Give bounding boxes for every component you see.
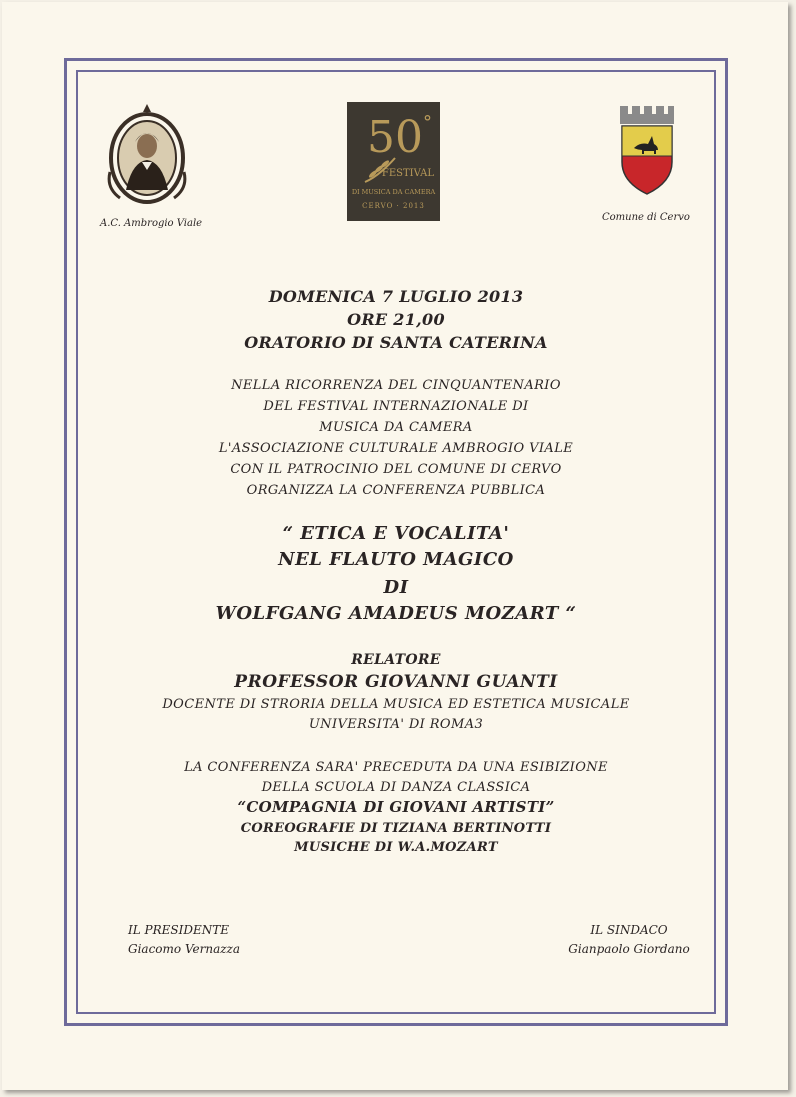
preceded-line: DELLA SCUOLA DI DANZA CLASSICA [261, 780, 531, 795]
conference-title-line: NEL FLAUTO MAGICO [278, 549, 514, 570]
preceded-line: LA CONFERENZA SARA' PRECEDUTA DA UNA ESIBIZIONE [184, 760, 608, 775]
mayor-signature [564, 921, 694, 959]
mayor-name: Gianpaolo Giordano [568, 942, 690, 956]
president-signature [128, 921, 240, 959]
festival-degree: ° [423, 112, 432, 133]
intro-line: NELLA RICORRENZA DEL CINQUANTENARIO [231, 378, 561, 393]
festival-line2: DI MUSICA DA CAMERA [351, 188, 436, 196]
speaker-role: DOCENTE DI STRORIA DELLA MUSICA ED ESTETICA MUSICALE [162, 697, 630, 712]
intro-line: DEL FESTIVAL INTERNAZIONALE DI [263, 399, 529, 414]
intro-line: MUSICA DA CAMERA [319, 420, 473, 435]
president-title: IL PRESIDENTE [128, 923, 229, 937]
conference-title-line: DI [383, 577, 409, 598]
right-logo-caption: Comune di Cervo [602, 212, 690, 223]
president-name: Giacomo Vernazza [128, 942, 241, 956]
festival-line3: CERVO · 2013 [362, 202, 425, 210]
festival-number: 50° [367, 112, 432, 163]
left-logo-caption: A.C. Ambrogio Viale [100, 218, 203, 229]
intro-line: CON IL PATROCINIO DEL COMUNE DI CERVO [230, 462, 562, 477]
intro-line: L'ASSOCIAZIONE CULTURALE AMBROGIO VIALE [218, 441, 574, 456]
event-venue: ORATORIO DI SANTA CATERINA [244, 333, 548, 352]
music-line: MUSICHE DI W.A.MOZART [294, 840, 498, 855]
festival-line1: FESTIVAL [381, 168, 434, 179]
cervo-coat-of-arms-logo [616, 104, 678, 196]
conference-title-line: “ ETICA E VOCALITA' [282, 523, 510, 544]
conference-title-line: WOLFGANG AMADEUS MOZART “ [215, 603, 577, 624]
speaker-name: PROFESSOR GIOVANNI GUANTI [234, 672, 558, 692]
company-name: “COMPAGNIA DI GIOVANI ARTISTI” [237, 798, 555, 816]
speaker-label: RELATORE [351, 652, 441, 668]
choreography-line: COREOGRAFIE DI TIZIANA BERTINOTTI [240, 821, 552, 836]
event-date: DOMENICA 7 LUGLIO 2013 [268, 287, 524, 306]
event-time: ORE 21,00 [347, 310, 445, 329]
speaker-university: UNIVERSITA' DI ROMA3 [308, 717, 484, 732]
mayor-title: IL SINDACO [590, 923, 668, 937]
portrait-medallion-logo [104, 102, 190, 206]
festival-50-logo [347, 102, 440, 221]
intro-line: ORGANIZZA LA CONFERENZA PUBBLICA [246, 483, 546, 498]
